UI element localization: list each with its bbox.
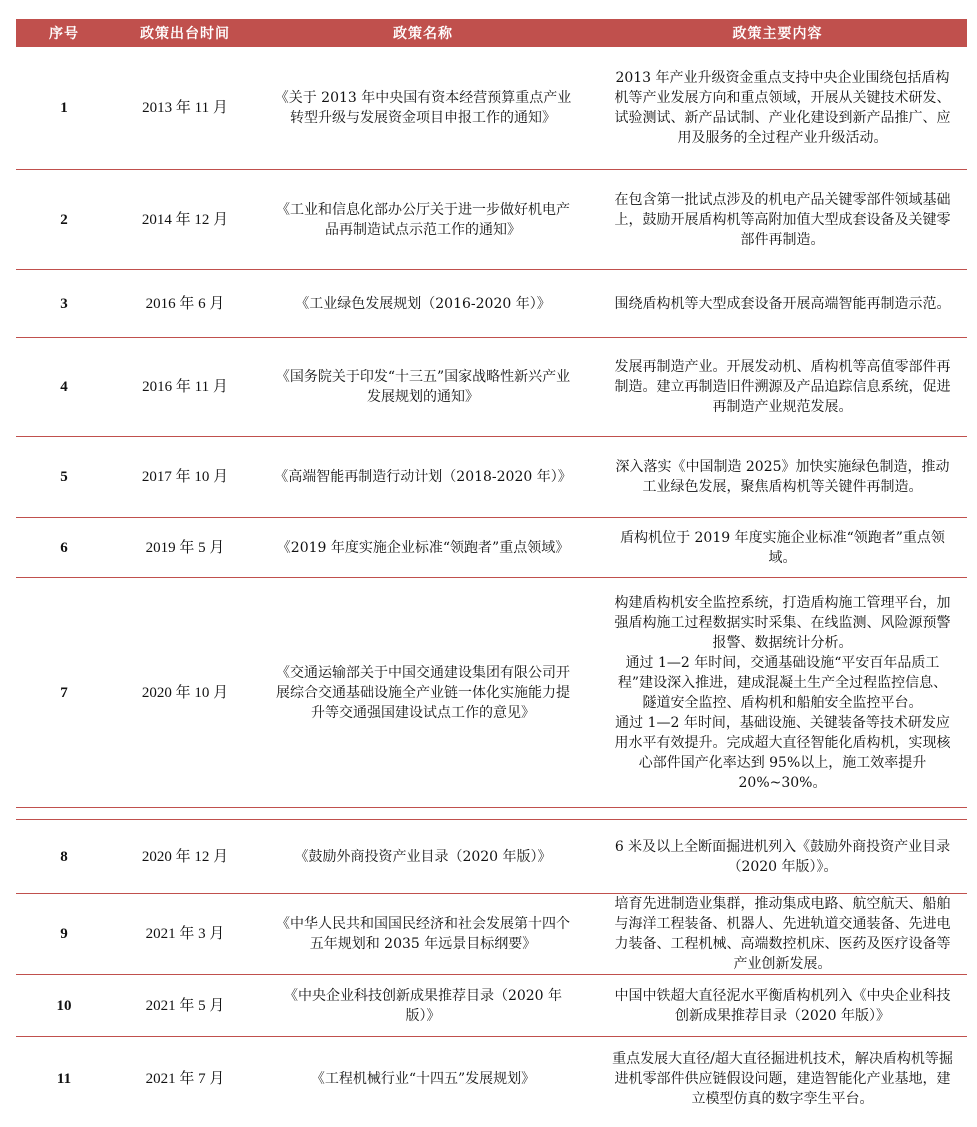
row-policy-name: 《中华人民共和国国民经济和社会发展第十四个五年规划和 2035 年远景目标纲要》 bbox=[276, 916, 570, 952]
row-policy-content: 发展再制造产业。开展发动机、盾构机等高值零部件再制造。建立再制造旧件溯源及产品追踪信息系统，促进再制造产业规范发展。 bbox=[614, 359, 951, 415]
row-policy-content: 盾构机位于 2019 年度实施企业标准“领跑者”重点领域。 bbox=[620, 529, 945, 566]
row-policy-name: 《工业和信息化部办公厅关于进一步做好机电产品再制造试点示范工作的通知》 bbox=[276, 201, 570, 238]
row-policy-name: 《中央企业科技创新成果推荐目录（2020 年版）》 bbox=[283, 987, 563, 1024]
row-policy-name: 《交通运输部关于中国交通建设集团有限公司开展综合交通基础设施全产业链一体化实施能力提升等交通强国建设试点工作的意见》 bbox=[276, 664, 570, 721]
header-policy-name: 政策名称 bbox=[393, 26, 453, 42]
table-divider bbox=[16, 808, 967, 820]
row-policy-content: 在包含第一批试点涉及的机电产品关键零部件领域基础上，鼓励开展盾构机等高附加值大型成套设备及关键零部件再制造。 bbox=[614, 191, 951, 248]
row-index: 6 bbox=[60, 539, 68, 556]
row-date: 2016 年 11 月 bbox=[142, 379, 228, 395]
row-policy-content: 深入落实《中国制造 2025》加快实施绿色制造，推动工业绿色发展，聚焦盾构机等关键件再制造。 bbox=[615, 459, 950, 495]
row-date: 2021 年 7 月 bbox=[145, 1071, 225, 1087]
table-row bbox=[16, 578, 967, 808]
row-index: 8 bbox=[60, 848, 68, 865]
row-policy-content: 中国中铁超大直径泥水平衡盾构机列入《中央企业科技创新成果推荐目录（2020 年版）》 bbox=[614, 987, 951, 1024]
row-policy-name: 《工程机械行业“十四五”发展规划》 bbox=[310, 1071, 536, 1087]
row-date: 2021 年 3 月 bbox=[145, 926, 225, 942]
table-row bbox=[16, 170, 967, 270]
row-index: 7 bbox=[60, 684, 68, 701]
row-index: 5 bbox=[60, 469, 68, 485]
table-row bbox=[16, 437, 967, 518]
table-row bbox=[16, 820, 967, 894]
row-index: 1 bbox=[60, 100, 68, 116]
row-index: 3 bbox=[60, 295, 68, 312]
header-index: 序号 bbox=[49, 26, 79, 42]
row-policy-content: 重点发展大直径/超大直径掘进机技术，解决盾构机等掘进机零部件供应链假设问题，建造智能化产业基地，建立模型仿真的数字孪生平台。 bbox=[612, 1051, 953, 1107]
table-row bbox=[16, 1037, 967, 1121]
table-row bbox=[16, 338, 967, 437]
table-header bbox=[16, 19, 967, 47]
row-policy-name: 《2019 年度实施企业标准“领跑者”重点领域》 bbox=[276, 539, 570, 556]
row-date: 2017 年 10 月 bbox=[141, 469, 229, 485]
row-index: 11 bbox=[56, 1071, 72, 1087]
row-date: 2021 年 5 月 bbox=[145, 997, 225, 1014]
header-policy-content: 政策主要内容 bbox=[732, 26, 823, 42]
row-date: 2020 年 10 月 bbox=[141, 684, 229, 701]
row-policy-content: 围绕盾构机等大型成套设备开展高端智能再制造示范。 bbox=[614, 295, 951, 312]
row-date: 2014 年 12 月 bbox=[141, 211, 229, 228]
row-index: 2 bbox=[60, 211, 68, 228]
row-policy-content: 构建盾构机安全监控系统，打造盾构施工管理平台，加强盾构施工过程数据实时采集、在线监测、风险源预警报警、数据统计分析。 通过 1—2 年时间，交通基础设施“平安百年品质工程”建设深入推进，建成混凝土生产全过程监控信息、隧道安全监控、盾构机和船舶安全监控平台。 通过 1—2 年时间，基础设施、关键装备等技术研发应用水平有效提升。完成超大直径智能化盾构机，实现核心部件国产化率达到 95%以上，施工效率提升 20%~30%。 bbox=[614, 594, 951, 791]
row-policy-content: 2013 年产业升级资金重点支持中央企业围绕包括盾构机等产业发展方向和重点领域，开展从关键技术研发、试验测试、新产品试制、产业化建设到新产品推广、应用及服务的全过程产业升级活动。 bbox=[614, 70, 951, 146]
row-policy-name: 《国务院关于印发“十三五”国家战略性新兴产业发展规划的通知》 bbox=[275, 369, 571, 405]
row-index: 4 bbox=[60, 379, 68, 395]
row-policy-name: 《关于 2013 年中央国有资本经营预算重点产业转型升级与发展资金项目申报工作的通知》 bbox=[274, 90, 572, 126]
row-policy-content: 6 米及以上全断面掘进机列入《鼓励外商投资产业目录（2020 年版）》。 bbox=[614, 838, 951, 875]
table-row bbox=[16, 518, 967, 578]
row-date: 2020 年 12 月 bbox=[141, 848, 229, 865]
row-policy-name: 《鼓励外商投资产业目录（2020 年版）》 bbox=[294, 848, 552, 865]
policy-table bbox=[16, 19, 967, 1121]
row-policy-name: 《高端智能再制造行动计划（2018-2020 年）》 bbox=[274, 469, 572, 485]
table-row bbox=[16, 975, 967, 1037]
row-index: 10 bbox=[56, 997, 72, 1014]
row-date: 2019 年 5 月 bbox=[145, 539, 225, 556]
table-row bbox=[16, 47, 967, 170]
row-date: 2016 年 6 月 bbox=[145, 295, 225, 312]
row-index: 9 bbox=[60, 926, 68, 942]
row-date: 2013 年 11 月 bbox=[142, 100, 228, 116]
header-date: 政策出台时间 bbox=[140, 26, 230, 42]
row-policy-name: 《工业绿色发展规划（2016-2020 年）》 bbox=[295, 295, 551, 312]
row-policy-content: 培育先进制造业集群，推动集成电路、航空航天、船舶与海洋工程装备、机器人、先进轨道交通装备、先进电力装备、工程机械、高端数控机床、医药及医疗设备等产业创新发展。 bbox=[614, 896, 951, 972]
table-row bbox=[16, 270, 967, 338]
table-row bbox=[16, 894, 967, 975]
